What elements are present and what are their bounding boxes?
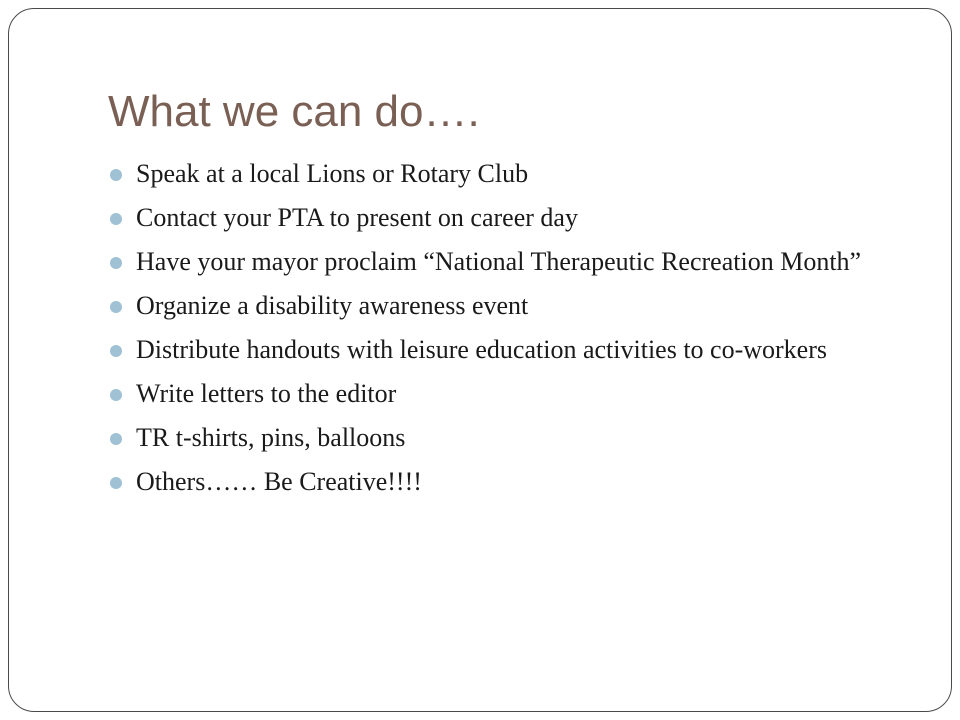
bullet-list	[108, 156, 898, 508]
slide-title: What we can do….	[108, 87, 480, 136]
bullet-item	[108, 420, 898, 456]
bullet-marker-icon	[110, 433, 122, 445]
bullet-marker-icon	[110, 477, 122, 489]
bullet-text: Have your mayor proclaim “National Therapeutic Recreation Month”	[136, 247, 862, 276]
bullet-marker-icon	[110, 345, 122, 357]
bullet-text: Others…… Be Creative!!!!	[136, 467, 422, 496]
bullet-marker-icon	[110, 213, 122, 225]
bullet-marker-icon	[110, 389, 122, 401]
bullet-marker-icon	[110, 301, 122, 313]
bullet-marker-icon	[110, 169, 122, 181]
bullet-item	[108, 156, 898, 192]
bullet-text: Contact your PTA to present on career day	[136, 203, 578, 232]
bullet-item	[108, 376, 898, 412]
bullet-text: Speak at a local Lions or Rotary Club	[136, 159, 529, 188]
bullet-item	[108, 464, 898, 500]
bullet-text: Distribute handouts with leisure education activities to co-workers	[136, 335, 827, 364]
bullet-text: Organize a disability awareness event	[136, 291, 529, 320]
bullet-item	[108, 288, 898, 324]
bullet-text: Write letters to the editor	[136, 379, 397, 408]
bullet-item	[108, 200, 898, 236]
bullet-item	[108, 244, 898, 280]
bullet-marker-icon	[110, 257, 122, 269]
bullet-item	[108, 332, 898, 368]
bullet-text: TR t-shirts, pins, balloons	[136, 423, 406, 452]
